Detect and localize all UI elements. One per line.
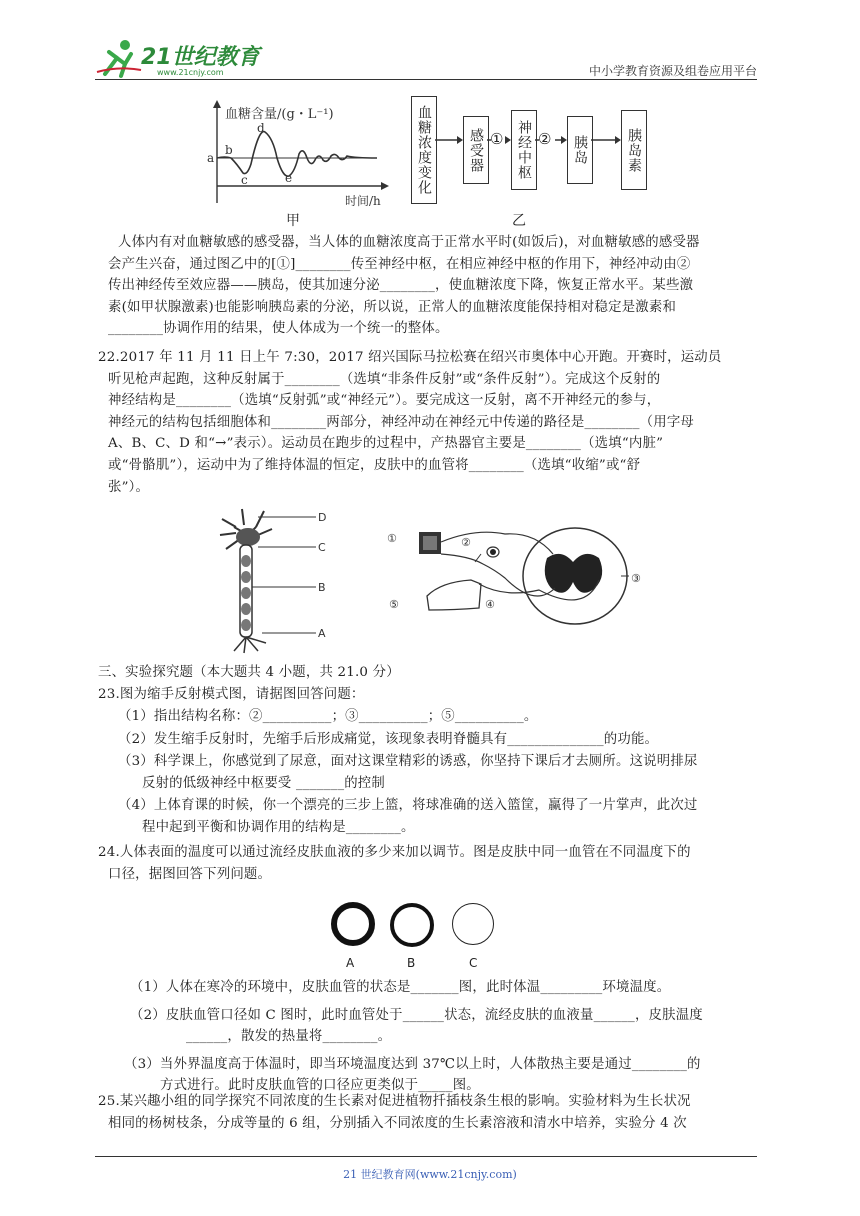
flow-box-receptor: 感受器 — [463, 116, 489, 184]
blood-sugar-graph — [205, 98, 395, 210]
q24-items: （1）人体在寒冷的环境中，皮肤血管的状态是_______图，此时体温_________环境温度。 （2）皮肤血管口径如 C 图时，此时血管处于______状态，流经皮肤的血液量______，皮肤温度 ______，散发的热量将________。 （3）当外界温度高于体温时，即当环境温度达到 37℃以上时，人体散热主要是通过________的 方式进行。此时皮肤血管的口径应更类似于_____图。 — [124, 980, 703, 1094]
point-label-d: d — [257, 121, 265, 135]
site-logo — [95, 36, 265, 80]
header-divider — [95, 79, 757, 80]
runner-logo-icon — [95, 36, 143, 80]
marker-1: ① — [490, 130, 504, 148]
reflex-arc-diagram — [385, 518, 650, 628]
marker-2: ② — [538, 130, 552, 148]
flow-box-nerve-center: 神经中枢 — [511, 110, 537, 190]
q21-text: 人体内有对血糖敏感的感受器，当人体的血糖浓度高于正常水平时(如饭后)，对血糖敏感的感受器 会产生兴奋，通过图乙中的[①]________传至神经中枢，在相应神经中枢的作用下，神经冲动由② 传出神经传至效应器——胰岛，使其加速分泌________，使血糖浓度下降，恢复正常水平。某些激 素(如甲状腺激素)也能影响胰岛素的分泌，所以说，正常人的血糖浓度能保持相对稳定是激素和 ________协调作用的结果，使人体成为一个统一的整体。 — [108, 235, 700, 337]
footer-divider — [95, 1156, 757, 1157]
reflex-label-1: ① — [387, 532, 397, 545]
neuron-label-c: C — [318, 541, 326, 554]
flow-box-insulin: 胰岛素 — [621, 110, 647, 190]
neuron-label-b: B — [318, 581, 326, 594]
circle-label-a: A — [346, 956, 355, 970]
vessel-circle-c — [452, 903, 494, 945]
figure-caption-yi: 乙 — [512, 213, 526, 229]
q23-items: （1）指出结构名称：②__________；③__________；⑤__________。 （2）发生缩手反射时，先缩手后形成痛觉，该现象表明脊髓具有______________的功能。 （3）科学课上，你感觉到了尿意，面对这课堂精彩的诱惑，你坚持下课后才去厕所。这说明排尿 反射的低级神经中枢要受 _______的控制 （4）上体育课的时候，你一个漂亮的三步上篮，将球准确的送入篮筐，赢得了一片掌声，此次过 程中起到平衡和协调作用的结构是________。 — [118, 709, 698, 835]
flow-box-islet: 胰岛 — [567, 116, 593, 184]
neuron-label-a: A — [318, 627, 326, 640]
q24-title: 24.人体表面的温度可以通过流经皮肤血液的多少来加以调节。图是皮肤中同一血管在不同温度下的 口径，据图回答下列问题。 — [98, 845, 691, 882]
circle-label-b: B — [407, 956, 416, 970]
reflex-label-3: ③ — [631, 572, 641, 585]
q22-text: 22.2017 年 11 月 11 日上午 7:30，2017 绍兴国际马拉松赛在绍兴市奥体中心开跑。开赛时，运动员 听见枪声起跑，这种反射属于________（选填“非条件反射”或“条件反射”）。完成这个反射的 神经结构是________（选填“反射弧”或“神经元”）。要完成这一反射，离不开神经元的参与， 神经元的结构包括细胞体和________两部分，神经冲动在神经元中传递的路径是________（用字母 A、B、C、D 和“→”表示）。运动员在跑步的过程中，产热器官主要是________（选填“内脏” 或“骨骼肌”），运动中为了维持体温的恒定，皮肤中的血管将________（选填“收缩”或“舒 张”）。 — [98, 350, 722, 495]
vessel-circle-b — [390, 903, 434, 947]
reflex-label-4: ④ — [485, 598, 495, 611]
section-heading: 三、实验探究题（本大题共 4 小题，共 21.0 分） — [98, 665, 400, 680]
flow-box-blood-sugar-change: 血糖浓度变化 — [411, 96, 437, 204]
point-label-c: c — [241, 173, 248, 187]
x-axis-label: 时间/h — [345, 194, 381, 208]
reflex-label-2: ② — [461, 536, 471, 549]
neuron-diagram — [212, 505, 342, 655]
q23-title: 23.图为缩手反射模式图，请据图回答问题： — [98, 687, 365, 702]
y-axis-label: 血糖含量/(g・L⁻¹) — [225, 107, 334, 122]
reflex-label-5: ⑤ — [389, 598, 399, 611]
vessel-circle-a — [331, 902, 375, 946]
neuron-label-d: D — [318, 511, 327, 524]
footer-link[interactable]: 21 世纪教育网(www.21cnjy.com) — [343, 1168, 517, 1181]
point-label-a: a — [207, 151, 215, 165]
logo-subtext: www.21cnjy.com — [157, 68, 224, 77]
platform-name: 中小学教育资源及组卷应用平台 — [588, 64, 757, 78]
point-label-b: b — [225, 143, 233, 157]
flow-arrows — [435, 130, 625, 150]
q25-text: 25.某兴趣小组的同学探究不同浓度的生长素对促进植物扦插枝条生根的影响。实验材料为生长状况 相同的杨树枝条，分成等量的 6 组，分别插入不同浓度的生长素溶液和清水中培养，实验分 4 次 — [98, 1094, 691, 1131]
point-label-e: e — [285, 171, 293, 185]
figure-caption-jia: 甲 — [286, 213, 300, 229]
circle-label-c: C — [469, 956, 478, 970]
logo-text: 21世纪教育 — [141, 45, 260, 70]
